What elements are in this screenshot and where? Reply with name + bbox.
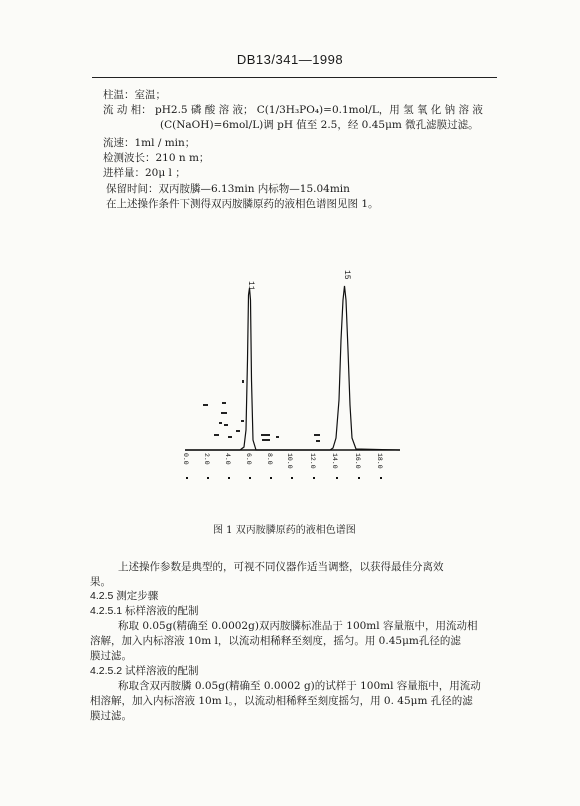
tick-label-16: 16.0 (354, 453, 361, 469)
mobile-phase-line-2: (C(NaOH)=6mol/L)调 pH 值至 2.5，经 0.45μm 微孔滤膜过滤。 (160, 119, 479, 131)
column-temperature-line: 柱温：室温； (103, 89, 166, 101)
tick-label-8: 8.0 (266, 453, 273, 465)
mobile-phase-line-1: 流 动 相： pH2.5 磷 酸 溶 液； C(1/3H₃PO₄)=0.1mol/L，用 氢 氧 化 钠 溶 液 (103, 104, 483, 116)
tick-label-2: 2.0 (203, 453, 210, 465)
paragraph-1-line-2: 果。 (90, 576, 111, 588)
paragraph-4-2-5-1-line-3: 膜过滤。 (90, 650, 132, 662)
time-axis-tick-labels (182, 453, 383, 469)
tick-label-18: 18.0 (376, 453, 383, 469)
tick-label-4: 4.0 (224, 453, 231, 465)
retention-time-line: 保留时间：双丙胺膦—6.13min 内标物—15.04min (106, 183, 350, 195)
injection-volume-line: 进样量：20μ l ； (103, 167, 186, 179)
peak-label-15: 15 (342, 270, 351, 280)
paragraph-1-line-1: 上述操作参数是典型的，可视不同仪器作适当调整，以获得最佳分离效 (118, 561, 444, 573)
flow-rate-line: 流速：1ml / min； (103, 137, 196, 149)
paragraph-4-2-5-2-line-3: 膜过滤。 (90, 710, 132, 722)
paragraph-4-2-5-2-line-2: 相溶解，加入内标溶液 10m l。，以流动相稀释至刻度摇匀，用 0. 45μm 孔径的滤 (90, 695, 473, 707)
section-heading-4-2-5-1: 4.2.5.1 标样溶液的配制 (90, 605, 199, 617)
paragraph-4-2-5-1-line-1: 称取 0.05g(精确至 0.0002g)双丙胺膦标准品于 100ml 容量瓶中，用流动相 (118, 620, 478, 632)
paragraph-4-2-5-1-line-2: 溶解，加入内标溶液 10m l，以流动相稀释至刻度，摇匀。用 0.45μm孔径的滤 (90, 635, 461, 647)
minor-peak-annotations (203, 380, 320, 442)
tick-label-0: 0.0 (182, 453, 189, 465)
axis-dot-marks (186, 477, 382, 479)
peak-labels (246, 270, 351, 291)
figure-caption: 图 1 双丙胺膦原药的液相色谱图 (213, 525, 356, 536)
peak-label-11: 11 (246, 281, 255, 291)
tick-label-14: 14.0 (331, 453, 338, 469)
section-heading-4-2-5-2: 4.2.5.2 试样溶液的配制 (90, 665, 199, 677)
document-code-header: DB13/341—1998 (236, 52, 344, 67)
tick-label-6: 6.0 (245, 453, 252, 465)
section-heading-4-2-5: 4.2.5 测定步骤 (90, 590, 159, 602)
tick-label-12: 12.0 (309, 453, 316, 469)
tick-label-10: 10.0 (286, 453, 293, 469)
figure-reference-line: 在上述操作条件下测得双丙胺膦原药的液相色谱图见图 1。 (106, 198, 379, 210)
chromatogram-trace (185, 286, 400, 450)
detection-wavelength-line: 检测波长：210 n m； (103, 152, 210, 164)
paragraph-4-2-5-2-line-1: 称取含双丙胺膦 0.05g(精确至 0.0002 g)的试样于 100ml 容量瓶中，用流动 (118, 680, 481, 692)
